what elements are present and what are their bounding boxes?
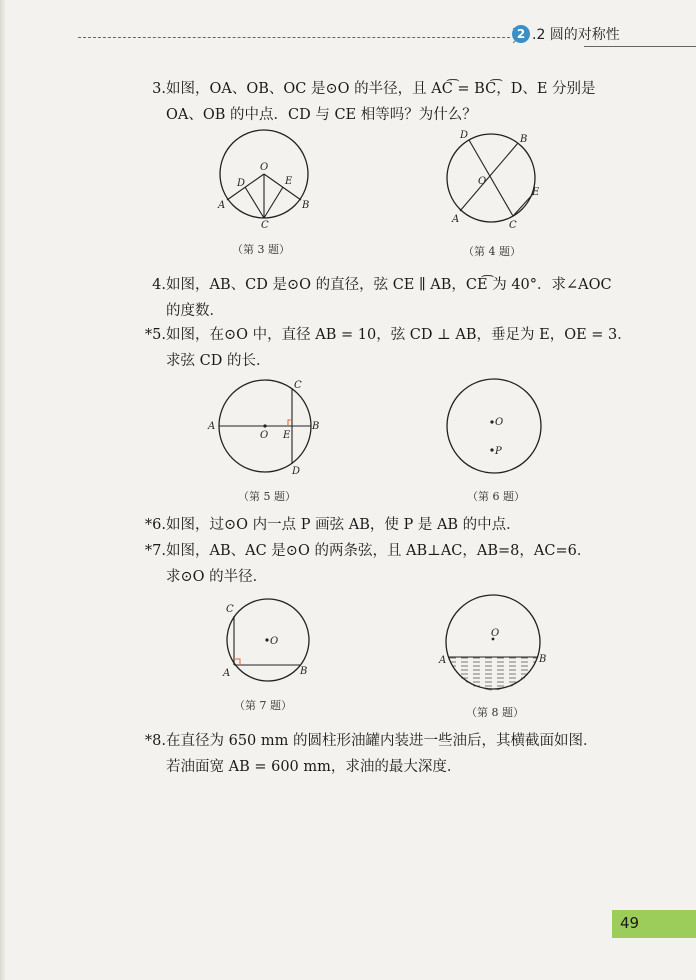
question-text: 如图，在⊙O 中，直径 AB = 10，弦 CD ⊥ AB，垂足为 E，OE = 3． — [166, 327, 632, 343]
question-text: 求弦 CD 的长． — [166, 353, 271, 369]
label-p: P — [495, 446, 502, 457]
question-number: *7. — [144, 543, 166, 559]
question-text: 如图，OA、OB、OC 是⊙O 的半径，且 AC͡ = BC͡，D、E 分别是 — [166, 81, 596, 97]
label-c: C — [509, 220, 517, 231]
label-o: O — [495, 417, 504, 428]
question-text: 若油面宽 AB = 600 mm，求油的最大深度． — [166, 759, 462, 775]
caption-5: （第 5 题） — [238, 490, 296, 503]
diameter-cd — [469, 140, 513, 216]
label-b: B — [539, 654, 547, 665]
label-o: O — [270, 636, 279, 647]
label-e: E — [532, 187, 540, 198]
running-header — [78, 24, 648, 48]
question-text: 如图，AB、AC 是⊙O 的两条弦，且 AB⊥AC，AB=8，AC=6． — [166, 543, 592, 559]
question-text: 如图，过⊙O 内一点 P 画弦 AB，使 P 是 AB 的中点． — [166, 517, 521, 533]
label-d: D — [237, 178, 246, 189]
caption-3: （第 3 题） — [232, 243, 290, 256]
point-p — [490, 448, 493, 451]
label-o: O — [491, 628, 500, 639]
question-number: *6. — [144, 517, 166, 533]
label-b: B — [520, 134, 528, 145]
diameter-ab — [460, 143, 518, 211]
label-b: B — [302, 200, 310, 211]
question-number: *8. — [144, 733, 166, 749]
question-text: 的度数． — [166, 303, 224, 319]
page-number-tab — [612, 910, 696, 938]
label-o: O — [478, 176, 487, 187]
label-a: A — [439, 655, 447, 666]
page-number: 49 — [620, 914, 640, 932]
label-a: A — [452, 214, 460, 225]
caption-8: （第 8 题） — [466, 706, 524, 719]
label-d: D — [292, 466, 301, 476]
figure-8 — [436, 592, 550, 692]
question-number: 4. — [152, 277, 166, 293]
chapter-badge: 2 — [512, 25, 530, 43]
question-number: 3. — [152, 81, 166, 97]
question-text: OA、OB 的中点．CD 与 CE 相等吗？为什么？ — [166, 107, 477, 123]
label-a: A — [218, 200, 226, 211]
label-c: C — [226, 604, 234, 615]
point-o — [263, 424, 266, 427]
figure-5 — [206, 376, 324, 476]
label-o: O — [260, 430, 269, 441]
label-a: A — [208, 421, 216, 432]
segment-cd — [245, 187, 264, 218]
point-o — [490, 420, 493, 423]
question-number: *5. — [144, 327, 166, 343]
caption-7: （第 7 题） — [234, 699, 292, 712]
label-b: B — [300, 666, 308, 677]
right-angle-mark — [288, 420, 292, 426]
question-text: 如图，AB、CD 是⊙O 的直径，弦 CE ∥ AB，CE͡ 为 40°．求∠AOC — [166, 277, 612, 293]
figure-6 — [442, 374, 546, 478]
section-title: .2 圆的对称性 — [532, 27, 620, 43]
label-d: D — [460, 130, 469, 141]
label-e: E — [283, 430, 291, 441]
chord-ce — [513, 194, 533, 216]
circle-o — [447, 379, 541, 473]
label-c: C — [261, 220, 269, 230]
caption-6: （第 6 题） — [467, 490, 525, 503]
header-dashed-rule — [78, 37, 510, 38]
question-text: 在直径为 650 mm 的圆柱形油罐内装进一些油后，其横截面如图． — [166, 733, 598, 749]
page-edge — [0, 0, 6, 980]
point-o — [265, 638, 268, 641]
label-a: A — [223, 668, 231, 679]
label-o: O — [260, 162, 269, 173]
caption-4: （第 4 题） — [463, 245, 521, 258]
header-underline — [584, 46, 696, 47]
label-b: B — [312, 421, 320, 432]
segment-ce — [264, 187, 283, 218]
label-e: E — [285, 176, 293, 187]
label-c: C — [294, 380, 302, 391]
oil-region — [448, 657, 538, 690]
figure-3 — [212, 124, 316, 230]
question-text: 求⊙O 的半径． — [166, 569, 268, 585]
figure-7 — [220, 598, 320, 686]
figure-4 — [438, 126, 546, 232]
